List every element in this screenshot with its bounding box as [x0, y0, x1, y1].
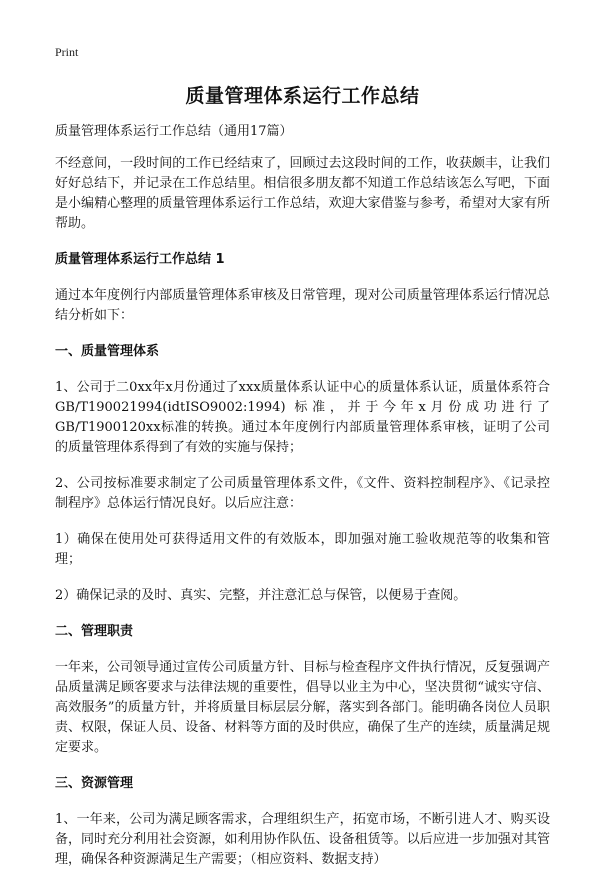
qms-paragraph-4: 2）确保记录的及时、真实、完整，并注意汇总与保管，以便易于查阅。: [55, 588, 467, 603]
qms-paragraph-3: 1）确保在使用处可获得适用文件的有效版本，即加强对施工验收规范等的收集和管理；: [55, 532, 550, 567]
print-link[interactable]: Print: [55, 45, 79, 59]
section1-intro-paragraph: 通过本年度例行内部质量管理体系审核及日常管理，现对公司质量管理体系运行情况总结分析如下：: [55, 288, 550, 323]
heading-resource-management: 三、资源管理: [55, 776, 134, 791]
heading-quality-management-system: 一、质量管理体系: [55, 344, 160, 359]
section-heading-summary-1: 质量管理体系运行工作总结 1: [55, 252, 225, 267]
intro-paragraph: 不经意间，一段时间的工作已经结束了，回顾过去这段时间的工作，收获颇丰，让我们好好总结下，并记录在工作总结里。相信很多朋友都不知道工作总结该怎么写吧，下面是小编精心整理的质量管理体系运行工作总结，欢迎大家借鉴与参考，希望对大家有所帮助。: [55, 156, 550, 231]
document-subtitle: 质量管理体系运行工作总结（通用17篇）: [55, 124, 293, 139]
resources-paragraph-1: 1、一年来，公司为满足顾客需求，合理组织生产，拓宽市场，不断引进人才、购买设备，同时充分利用社会资源，如利用协作队伍、设备租赁等。以后应进一步加强对其管理，确保各种资源满足生产需要；（相应资料、数据支持）: [55, 812, 550, 867]
qms-paragraph-1: 1、公司于二0xx年x月份通过了xxx质量体系认证中心的质量体系认证，质量体系符合GB/T190021994(idtISO9002:1994) 标准，并于今年x月份成功进行了GB/T1900120xx标准的转换。通过本年度例行内部质量管理体系审核，证明了公司的质量管理体系得到了有效的实施与保持；: [55, 380, 550, 455]
duties-paragraph-1: 一年来，公司领导通过宣传公司质量方针、目标与检查程序文件执行情况，反复强调产品质量满足顾客要求与法律法规的重要性，倡导以业主为中心，坚决贯彻“诚实守信、高效服务”的质量方针，并将质量目标层层分解，落实到各部门。能明确各岗位人员职责、权限，保证人员、设备、材料等方面的及时供应，确保了生产的连续，质量满足规定要求。: [55, 660, 550, 755]
qms-paragraph-2: 2、公司按标准要求制定了公司质量管理体系文件，《文件、资料控制程序》、《记录控制程序》总体运行情况良好。以后应注意：: [55, 476, 550, 511]
heading-management-duties: 二、管理职责: [55, 624, 134, 639]
document-title: 质量管理体系运行工作总结: [185, 85, 420, 107]
